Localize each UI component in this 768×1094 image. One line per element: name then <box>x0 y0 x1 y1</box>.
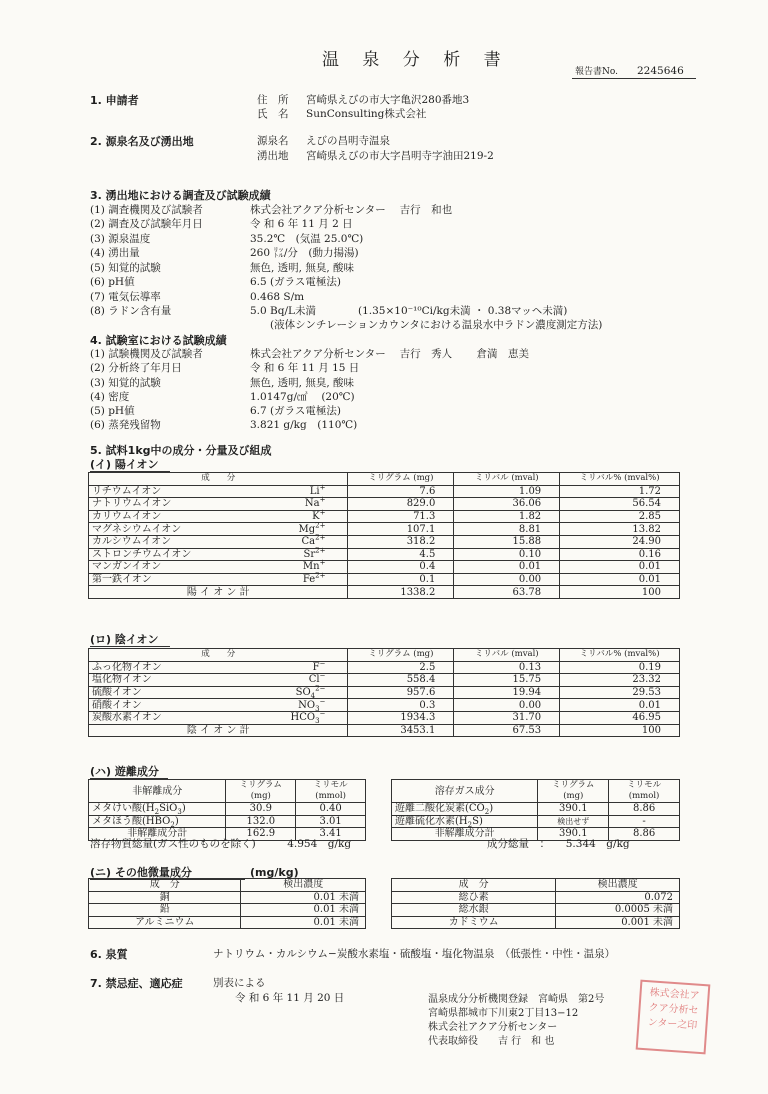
cell-mval: 0.10 <box>454 548 560 561</box>
table-header-row <box>89 473 680 486</box>
component-name: メタほう酸$(HBO_2)$ <box>89 815 226 828</box>
cell-percent: 13.82 <box>560 523 680 536</box>
trace-value: 0.072 <box>556 891 680 904</box>
radon-method: (液体シンチレーションカウンタにおける温泉水中ラドン濃度測定方法) <box>270 319 603 331</box>
s3-value: 株式会社アクア分析センター 吉行 和也 <box>250 204 453 216</box>
cell-mval: 8.81 <box>454 523 560 536</box>
cell-percent: 29.53 <box>560 686 680 699</box>
table-row <box>89 674 680 687</box>
cell-percent: 1.72 <box>560 485 680 498</box>
source-name: えびの昌明寺温泉 <box>306 135 390 147</box>
table-total-row <box>89 724 680 737</box>
ion-name: 炭酸水素イオン <box>89 711 234 724</box>
table-row <box>89 904 366 917</box>
ion-symbol: Cl− <box>233 674 348 687</box>
ion-symbol: Na+ <box>233 498 348 511</box>
ion-name: ナトリウムイオン <box>89 498 234 511</box>
location-label: 湧出地 <box>257 150 289 162</box>
total-label: 非解離成分計 <box>89 828 226 841</box>
s4-key: (3) 知覚的試験 <box>90 377 161 389</box>
s3-value: 6.5 (ガラス電極法) <box>250 276 341 288</box>
cell-mg: 1934.3 <box>348 711 454 724</box>
s3-key: (1) 調査機関及び試験者 <box>90 204 203 216</box>
column-header: ミリグラム (mg) <box>226 780 296 803</box>
column-header: ミリバル (mval) <box>454 473 560 486</box>
ion-symbol: $Sr^{2+}$ <box>233 548 348 561</box>
footer-line: 温泉成分分析機関登録 宮崎県 第2号 <box>428 994 605 1005</box>
component-total: 成分総量 ： 5.344 g/kg <box>487 838 630 850</box>
free-components-head: (ハ) 遊離成分 <box>90 765 159 778</box>
footer-line: 株式会社アクア分析センター <box>428 1022 558 1033</box>
total-mg: 390.1 <box>538 828 609 841</box>
table-row <box>89 815 366 828</box>
cell-percent: 0.01 <box>560 573 680 586</box>
table-row <box>89 548 680 561</box>
total-mmol: 8.86 <box>609 828 680 841</box>
table-row <box>89 891 366 904</box>
trace-value: 0.001 未満 <box>556 916 680 929</box>
total-percent: 100 <box>560 586 680 599</box>
cell-mval: 0.01 <box>454 561 560 574</box>
cell-mg: 検出せず <box>538 815 609 828</box>
report-underline <box>572 78 696 79</box>
section-3-head: 3. 湧出地における調査及び試験成績 <box>90 189 271 202</box>
column-header: ミリグラム (mg) <box>348 649 454 662</box>
table-total-row <box>89 586 680 599</box>
footer-line: 宮崎県都城市下川東2丁目13−12 <box>428 1008 579 1019</box>
s4-value: 3.821 g/kg (110℃) <box>250 419 358 431</box>
s3-key: (6) pH値 <box>90 276 135 288</box>
report-number: 2245646 <box>637 65 684 77</box>
ion-name: ストロンチウムイオン <box>89 548 234 561</box>
cell-mg: 71.3 <box>348 510 454 523</box>
cell-percent: 56.54 <box>560 498 680 511</box>
cell-percent: 0.01 <box>560 699 680 712</box>
s3-value: 無色, 透明, 無臭, 酸味 <box>250 262 355 274</box>
cell-mval: 0.13 <box>454 661 560 674</box>
trace-table-left <box>88 878 366 929</box>
column-header: 検出濃度 <box>241 879 366 892</box>
total-mg: 162.9 <box>226 828 296 841</box>
total-label: 陰 イ オ ン 計 <box>89 724 348 737</box>
section-2-head: 2. 源泉名及び湧出地 <box>90 135 194 148</box>
cell-mg: 318.2 <box>348 535 454 548</box>
column-header: 溶存ガス成分 <box>392 780 538 803</box>
total-mmol: 3.41 <box>296 828 366 841</box>
cell-mval: 31.70 <box>454 711 560 724</box>
column-header: ミリモル (mmol) <box>296 780 366 803</box>
cell-percent: 0.16 <box>560 548 680 561</box>
cell-mval: 15.75 <box>454 674 560 687</box>
column-header: 成 分 <box>392 879 556 892</box>
cell-mg: 558.4 <box>348 674 454 687</box>
table-header-row <box>89 780 366 803</box>
footer-line: 代表取締役 吉 行 和 也 <box>428 1036 555 1047</box>
dissolved-gas-table <box>391 779 680 841</box>
s3-value: 260 ㍑/分 (動力揚湯) <box>250 247 359 259</box>
cell-mval: 15.88 <box>454 535 560 548</box>
section-7-head: 7. 禁忌症、適応症 <box>90 977 183 990</box>
table-row <box>392 904 680 917</box>
cell-percent: 23.32 <box>560 674 680 687</box>
issue-date: 令 和 6 年 11 月 20 日 <box>235 992 345 1004</box>
table-row <box>392 891 680 904</box>
cell-mval: 1.09 <box>454 485 560 498</box>
cell-mmol: 0.40 <box>296 803 366 816</box>
trace-value: 0.01 未満 <box>241 916 366 929</box>
s4-key: (2) 分析終了年月日 <box>90 362 182 374</box>
total-label: 非解離成分計 <box>392 828 538 841</box>
radon-detail: (1.35×10⁻¹⁰Ci/kg未満 ・ 0.38マッヘ未満) <box>358 305 568 317</box>
s3-key: (5) 知覚的試験 <box>90 262 161 274</box>
cell-mg: 30.9 <box>226 803 296 816</box>
table-row <box>89 661 680 674</box>
anion-head-underline <box>90 646 170 647</box>
column-header: ミリバル% (mval%) <box>560 649 680 662</box>
address: 宮崎県えびの市大字亀沢280番地3 <box>306 94 470 106</box>
trace-name: カドミウム <box>392 916 556 929</box>
s3-key: (2) 調査及び試験年月日 <box>90 218 203 230</box>
s3-value: 0.468 S/m <box>250 291 305 303</box>
cell-mg: 829.0 <box>348 498 454 511</box>
s4-value: 1.0147g/㎤ (20℃) <box>250 391 355 403</box>
cell-mmol: 3.01 <box>296 815 366 828</box>
s4-value: 令 和 6 年 11 月 15 日 <box>250 362 360 374</box>
table-row <box>89 573 680 586</box>
s4-key: (4) 密度 <box>90 391 130 403</box>
column-header: ミリグラム (mg) <box>538 780 609 803</box>
total-mg: 3453.1 <box>348 724 454 737</box>
contraindications: 別表による <box>213 977 266 989</box>
cell-mg: 7.6 <box>348 485 454 498</box>
total-mg: 1338.2 <box>348 586 454 599</box>
s3-key: (4) 湧出量 <box>90 247 140 259</box>
ion-symbol: $Ca^{2+}$ <box>233 535 348 548</box>
trace-table-right <box>391 878 680 929</box>
table-header-row <box>89 649 680 662</box>
column-header: ミリグラム (mg) <box>348 473 454 486</box>
total-label: 陽 イ オ ン 計 <box>89 586 348 599</box>
ion-symbol: K+ <box>233 510 348 523</box>
table-header-row <box>392 780 680 803</box>
anion-table <box>88 648 680 737</box>
table-row <box>89 535 680 548</box>
cation-table <box>88 472 680 599</box>
section-1-head: 1. 申請者 <box>90 94 139 107</box>
table-row <box>89 916 366 929</box>
trace-name: 総ひ素 <box>392 891 556 904</box>
component-name: 遊離硫化水素$(H_2S)$ <box>392 815 538 828</box>
cell-mg: 0.1 <box>348 573 454 586</box>
s4-key: (5) pH値 <box>90 405 135 417</box>
table-row <box>89 523 680 536</box>
table-row <box>89 803 366 816</box>
s4-value: 株式会社アクア分析センター 吉行 秀人 倉満 恵美 <box>250 348 529 360</box>
table-row <box>392 803 680 816</box>
location: 宮崎県えびの市大字昌明寺字油田219-2 <box>306 150 494 162</box>
report-number-label: 報告書No. <box>575 67 618 77</box>
table-header-row <box>89 879 366 892</box>
section-4-head: 4. 試験室における試験成績 <box>90 334 227 347</box>
company-seal: 株式会社アクア分析センター之印 <box>636 980 711 1055</box>
component-name: 遊離二酸化炭素$(CO_2)$ <box>392 803 538 816</box>
page-title: 温 泉 分 析 書 <box>322 50 510 70</box>
ion-name: ふっ化物イオン <box>89 661 234 674</box>
table-row <box>392 916 680 929</box>
ion-symbol: Mn+ <box>233 561 348 574</box>
cell-mg: 4.5 <box>348 548 454 561</box>
table-row <box>89 498 680 511</box>
cell-mval: 0.00 <box>454 573 560 586</box>
table-row <box>89 699 680 712</box>
table-header-row <box>392 879 680 892</box>
cell-mg: 132.0 <box>226 815 296 828</box>
name-label: 氏 名 <box>257 108 289 120</box>
total-mval: 67.53 <box>454 724 560 737</box>
column-header: ミリバル (mval) <box>454 649 560 662</box>
column-header: 検出濃度 <box>556 879 680 892</box>
cell-percent: 0.19 <box>560 661 680 674</box>
s3-value: 令 和 6 年 11 月 2 日 <box>250 218 353 230</box>
ion-name: リチウムイオン <box>89 485 234 498</box>
section-6-head: 6. 泉質 <box>90 948 128 961</box>
trace-unit: (mg/kg) <box>250 866 299 879</box>
table-row <box>89 485 680 498</box>
trace-name: アルミニウム <box>89 916 241 929</box>
cell-mval: 19.94 <box>454 686 560 699</box>
trace-value: 0.01 未満 <box>241 891 366 904</box>
column-header: ミリバル% (mval%) <box>560 473 680 486</box>
cell-mg: 0.3 <box>348 699 454 712</box>
cation-head: (イ) 陽イオン <box>90 458 159 471</box>
ion-name: マグネシウムイオン <box>89 523 234 536</box>
ion-symbol: $Fe^{2+}$ <box>233 573 348 586</box>
cell-percent: 2.85 <box>560 510 680 523</box>
table-row <box>89 561 680 574</box>
cell-percent: 0.01 <box>560 561 680 574</box>
ion-symbol: $SO_4^{2-}$ <box>233 686 348 699</box>
cell-mg: 0.4 <box>348 561 454 574</box>
anion-head: (ロ) 陰イオン <box>90 633 159 646</box>
cell-mg: 957.6 <box>348 686 454 699</box>
table-row <box>89 510 680 523</box>
column-header: 成 分 <box>89 879 241 892</box>
s4-value: 6.7 (ガラス電極法) <box>250 405 341 417</box>
section-5-head: 5. 試料1kg中の成分・分量及び組成 <box>90 444 272 457</box>
ion-symbol: F− <box>233 661 348 674</box>
component-name: メタけい酸$(H_2SiO_3)$ <box>89 803 226 816</box>
cell-mg: 2.5 <box>348 661 454 674</box>
trace-components-head: (ニ) その他微量成分 <box>90 866 192 879</box>
cell-percent: 46.95 <box>560 711 680 724</box>
dissolved-total: 溶存物質総量(ガス性のものを除く) 4.954 g/kg <box>90 838 352 850</box>
trace-name: 鉛 <box>89 904 241 917</box>
table-row <box>89 686 680 699</box>
ion-symbol: $Mg^{2+}$ <box>233 523 348 536</box>
cell-mmol: - <box>609 815 680 828</box>
cell-percent: 24.90 <box>560 535 680 548</box>
ion-name: マンガンイオン <box>89 561 234 574</box>
column-header: 成 分 <box>89 473 348 486</box>
ion-name: 第一鉄イオン <box>89 573 234 586</box>
table-row <box>392 815 680 828</box>
s3-key: (8) ラドン含有量 <box>90 305 172 317</box>
ion-name: 塩化物イオン <box>89 674 234 687</box>
source-label: 源泉名 <box>257 135 289 147</box>
s4-key: (6) 蒸発残留物 <box>90 419 161 431</box>
ion-name: カルシウムイオン <box>89 535 234 548</box>
s3-key: (3) 源泉温度 <box>90 233 151 245</box>
ion-name: 硫酸イオン <box>89 686 234 699</box>
column-header: ミリモル (mmol) <box>609 780 680 803</box>
ion-symbol: $NO_3^-$ <box>233 699 348 712</box>
address-label: 住 所 <box>257 94 289 106</box>
spring-quality: ナトリウム・カルシウム−炭酸水素塩・硫酸塩・塩化物温泉 （低張性・中性・温泉） <box>213 948 616 960</box>
s3-value: 35.2℃ (気温 25.0℃) <box>250 233 364 245</box>
trace-value: 0.01 未満 <box>241 904 366 917</box>
ion-name: カリウムイオン <box>89 510 234 523</box>
cell-mval: 36.06 <box>454 498 560 511</box>
total-mval: 63.78 <box>454 586 560 599</box>
s3-key: (7) 電気伝導率 <box>90 291 161 303</box>
cell-mg: 390.1 <box>538 803 609 816</box>
trace-name: 総水銀 <box>392 904 556 917</box>
s4-value: 無色, 透明, 無臭, 酸味 <box>250 377 355 389</box>
trace-value: 0.0005 未満 <box>556 904 680 917</box>
cell-mval: 1.82 <box>454 510 560 523</box>
cell-mval: 0.00 <box>454 699 560 712</box>
ion-symbol: $HCO_3^-$ <box>233 711 348 724</box>
undissociated-table <box>88 779 366 841</box>
s3-value: 5.0 Bq/L未満 <box>250 305 316 317</box>
total-percent: 100 <box>560 724 680 737</box>
applicant-name: SunConsulting株式会社 <box>306 108 427 120</box>
trace-name: 銅 <box>89 891 241 904</box>
cell-mmol: 8.86 <box>609 803 680 816</box>
ion-name: 硝酸イオン <box>89 699 234 712</box>
cell-mg: 107.1 <box>348 523 454 536</box>
column-header: 成 分 <box>89 649 348 662</box>
ion-symbol: Li+ <box>233 485 348 498</box>
s4-key: (1) 試験機関及び試験者 <box>90 348 203 360</box>
column-header: 非解離成分 <box>89 780 226 803</box>
table-row <box>89 711 680 724</box>
